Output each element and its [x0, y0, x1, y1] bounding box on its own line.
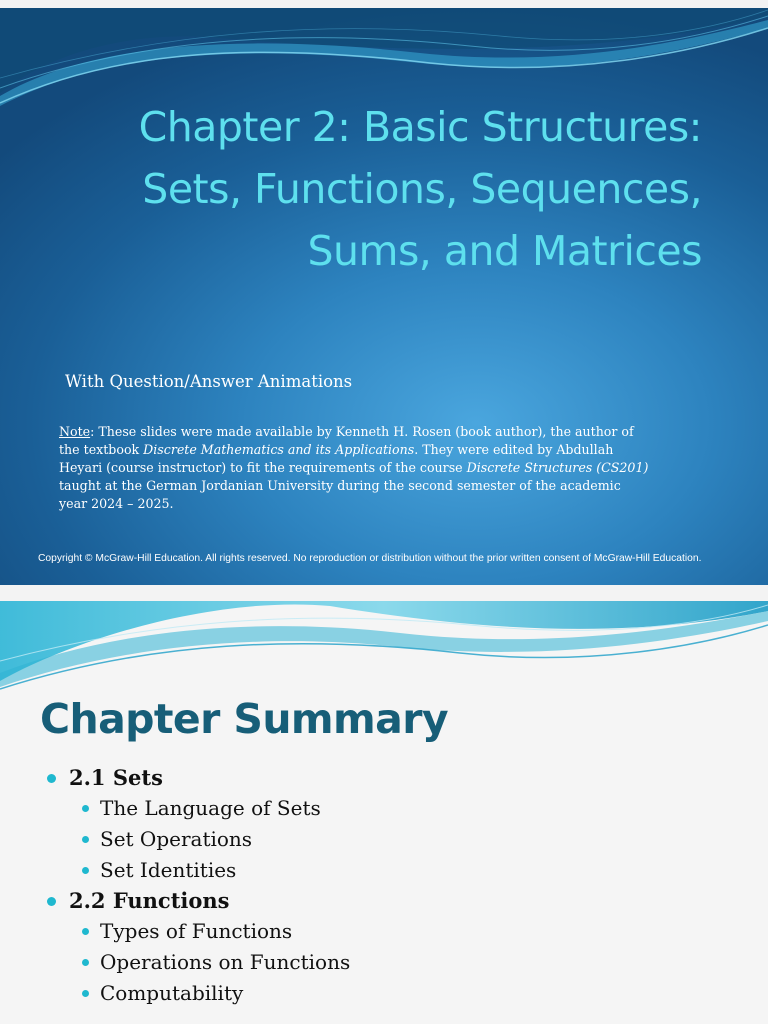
list-item: [0, 916, 768, 947]
bullet-icon: [47, 897, 56, 906]
slide-title: Chapter Summary: [40, 695, 448, 743]
section-heading-label: 2.2 Functions: [69, 888, 230, 913]
bullet-icon: [82, 805, 89, 812]
list-item-label: Set Operations: [100, 827, 253, 851]
slide-title: [62, 96, 702, 282]
decorative-wave-banner: [0, 601, 768, 696]
slide-title-line: Sums, and Matrices: [307, 227, 702, 275]
list-item: [0, 793, 768, 824]
bullet-icon: [82, 990, 89, 997]
section-heading: [0, 886, 768, 916]
list-item: [0, 855, 768, 886]
list-item: [0, 978, 768, 1009]
slide-subtitle: With Question/Answer Animations: [65, 372, 353, 391]
note-course-name: Discrete Structures (CS201): [466, 460, 649, 475]
list-item-label: Set Identities: [100, 858, 237, 882]
summary-slide: [0, 601, 768, 1024]
summary-outline: [0, 763, 768, 1009]
bullet-icon: [47, 774, 56, 783]
list-item-label: Operations on Functions: [100, 950, 351, 974]
section-heading-label: 2.1 Sets: [69, 765, 163, 790]
section-heading: [0, 763, 768, 793]
bullet-icon: [82, 867, 89, 874]
note-book-title: Discrete Mathematics and its Applications: [143, 442, 415, 457]
note-text: : These slides were made available by Kenneth H. Rosen (book author), the author of the textbook: [59, 424, 634, 457]
note-text: taught at the German Jordanian University during the second semester of the academic year 2024 – 2025.: [59, 478, 621, 511]
note-label: Note: [59, 424, 91, 439]
bullet-icon: [82, 836, 89, 843]
list-item-label: The Language of Sets: [100, 796, 321, 820]
slide-note: [59, 423, 649, 513]
slide-title-line: Chapter 2: Basic Structures:: [138, 103, 702, 151]
slide-title-line: Sets, Functions, Sequences,: [142, 165, 702, 213]
title-slide: [0, 8, 768, 585]
list-item-label: Computability: [100, 981, 244, 1005]
bullet-icon: [82, 928, 89, 935]
note-text: . They were edited by Abdullah Heyari (course instructor) to fit the requirements of the course: [59, 442, 614, 475]
copyright-notice: Copyright © McGraw-Hill Education. All rights reserved. No reproduction or distribution without the prior written consent of McGraw-Hill Education.: [38, 553, 702, 564]
list-item: [0, 824, 768, 855]
bullet-icon: [82, 959, 89, 966]
list-item-label: Types of Functions: [100, 919, 293, 943]
list-item: [0, 947, 768, 978]
